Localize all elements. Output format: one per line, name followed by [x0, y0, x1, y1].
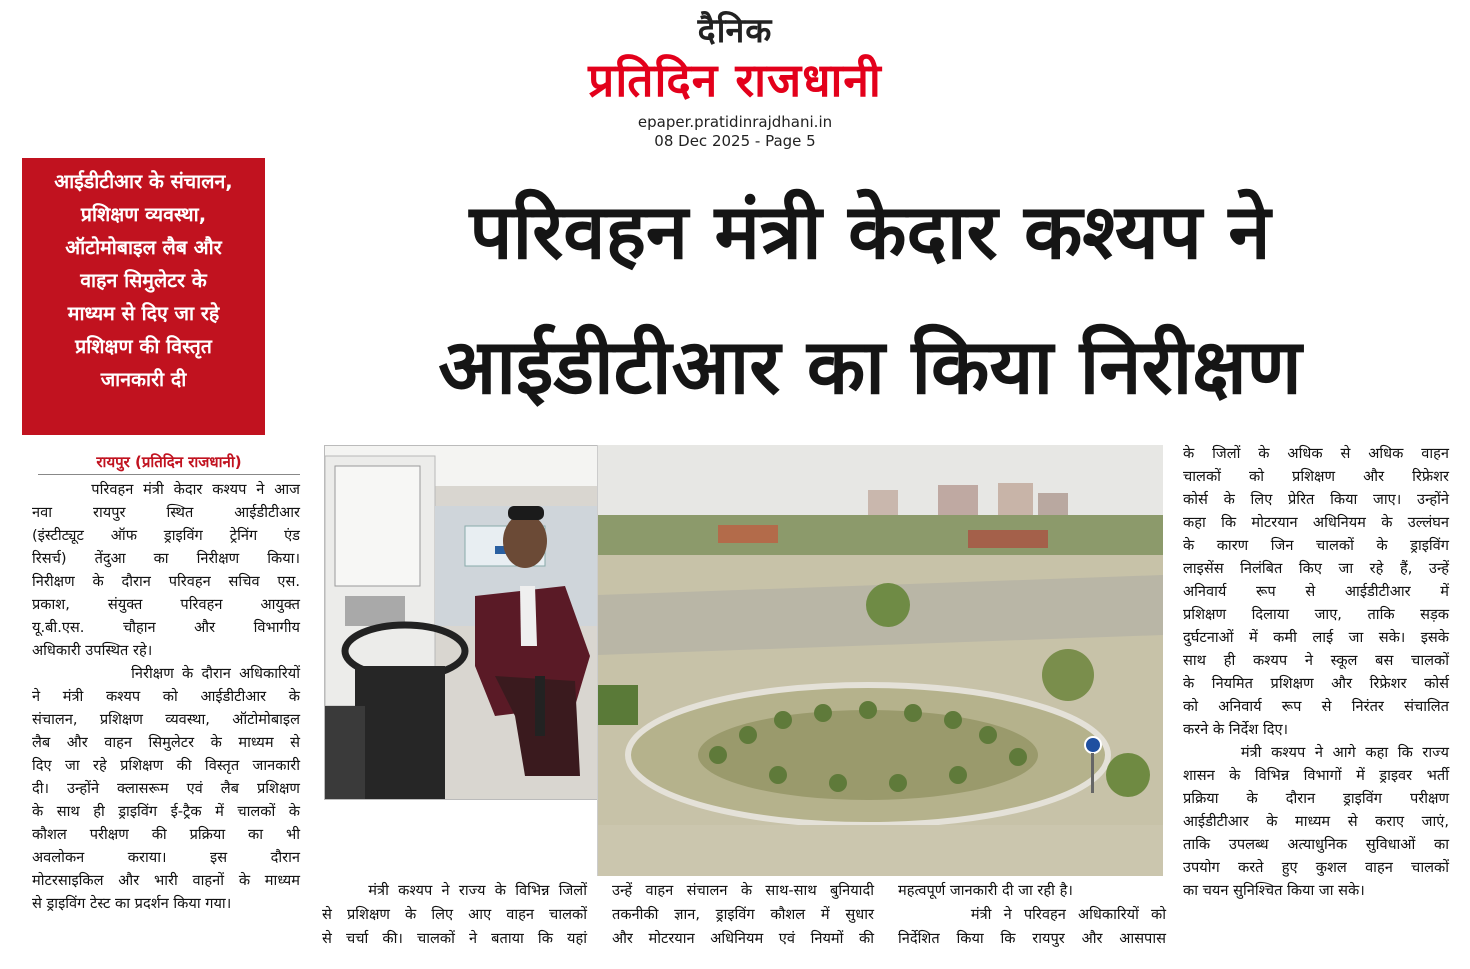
- caption-column-2: [612, 879, 874, 951]
- text-line: कोर्स के लिए प्रेरित किया जाए। उन्होंने: [1183, 491, 1449, 508]
- text-line: के जिलों के अधिक से अधिक वाहन: [1183, 445, 1449, 462]
- text-line: ने मंत्री कश्यप को आईडीटीआर के: [32, 688, 300, 705]
- text-line: (इंस्टीट्यूट ऑफ ड्राइविंग ट्रेनिंग एंड: [32, 527, 300, 544]
- text-line: प्रशिक्षण दिलाया जाए, ताकि सड़क: [1183, 606, 1449, 623]
- highlight-line: आईडीटीआर के संचालन,: [54, 170, 233, 193]
- article-column-4: [1183, 442, 1449, 902]
- text-line: उन्हें वाहन संचालन के साथ-साथ बुनियादी: [612, 882, 874, 899]
- text-line: अधिकारी उपस्थित रहे।: [32, 642, 153, 659]
- text-line: निर्देशित किया कि रायपुर और आसपास: [898, 930, 1166, 947]
- text-line: अनिवार्य रूप से आईडीटीआर में: [1183, 583, 1449, 600]
- headline-line-1: परिवहन मंत्री केदार कश्यप ने: [469, 187, 1271, 276]
- text-line: यू.बी.एस. चौहान और विभागीय: [32, 619, 300, 636]
- text-line: का चयन सुनिश्चित किया जा सके।: [1183, 882, 1365, 899]
- text-line: ताकि उपलब्ध अत्याधुनिक सुविधाओं का: [1183, 836, 1449, 853]
- highlight-line: जानकारी दी: [100, 368, 187, 391]
- masthead-title: प्रतिदिन राजधानी: [588, 53, 882, 107]
- text-line: के नियमित प्रशिक्षण और रिफ्रेशर कोर्स: [1183, 675, 1449, 692]
- highlight-line: वाहन सिमुलेटर के: [80, 269, 207, 292]
- text-line: शासन के विभिन्न विभागों में ड्राइवर भर्ती: [1183, 767, 1449, 784]
- text-line: से चर्चा की। चालकों ने बताया कि यहां: [322, 930, 587, 947]
- article-column-1: [32, 478, 300, 915]
- text-line: दिए जा रहे प्रशिक्षण की विस्तृत जानकारी: [32, 757, 300, 774]
- highlight-line: माध्यम से दिए जा रहे: [67, 302, 220, 325]
- caption-column-1: [322, 879, 587, 951]
- text-line: प्रकाश, संयुक्त परिवहन आयुक्त: [32, 596, 300, 613]
- text-line: संचालन, प्रशिक्षण व्यवस्था, ऑटोमोबाइल: [32, 711, 300, 728]
- text-line: नवा रायपुर स्थित आईडीटीआर: [32, 504, 300, 521]
- text-line: दी। उन्होंने क्लासरूम एवं लैब प्रशिक्षण: [32, 780, 300, 797]
- highlight-line: ऑटोमोबाइल लैब और: [65, 236, 222, 259]
- text-line: महत्वपूर्ण जानकारी दी जा रही है।: [898, 882, 1073, 899]
- text-line: लाइसेंस निलंबित किए जा रहे हैं, उन्हें: [1183, 560, 1449, 577]
- edition-date-page: 08 Dec 2025 - Page 5: [654, 132, 816, 150]
- epaper-url[interactable]: epaper.pratidinrajdhani.in: [637, 113, 833, 131]
- text-line: साथ ही कश्यप ने स्कूल बस चालकों: [1183, 652, 1449, 669]
- byline-divider: [38, 474, 300, 475]
- text-line: प्रक्रिया के दौरान ड्राइविंग परीक्षण: [1183, 790, 1449, 807]
- highlight-line: प्रशिक्षण व्यवस्था,: [80, 203, 207, 226]
- highlight-line: प्रशिक्षण की विस्तृत: [75, 335, 212, 358]
- text-line: तकनीकी ज्ञान, ड्राइविंग कौशल में सुधार: [612, 906, 874, 923]
- text-line: कौशल परीक्षण की प्रक्रिया का भी: [32, 826, 300, 843]
- text-line: निरीक्षण के दौरान अधिकारियों: [32, 665, 300, 682]
- highlight-box: [22, 158, 265, 435]
- caption-column-3: [898, 879, 1166, 951]
- text-line: मंत्री ने परिवहन अधिकारियों को: [898, 906, 1166, 923]
- text-line: मंत्री कश्यप ने आगे कहा कि राज्य: [1183, 744, 1449, 761]
- text-line: से ड्राइविंग टेस्ट का प्रदर्शन किया गया।: [32, 895, 232, 912]
- text-line: कहा कि मोटरयान अधिनियम के उल्लंघन: [1183, 514, 1449, 531]
- minister-in-vehicle-simulator-photo: [324, 445, 600, 800]
- text-line: दुर्घटनाओं में कमी लाई जा सके। इसके: [1183, 629, 1449, 646]
- text-line: चालकों को प्रशिक्षण और रिफ्रेशर: [1183, 468, 1449, 485]
- text-line: उपयोग करते हुए कुशल वाहन चालकों: [1183, 859, 1449, 876]
- driving-track-aerial-photo: [597, 445, 1163, 876]
- text-line: के कारण जिन चालकों के ड्राइविंग: [1183, 537, 1449, 554]
- masthead-top: दैनिक: [697, 11, 773, 51]
- text-line: और मोटरयान अधिनियम एवं नियमों की: [612, 930, 874, 947]
- text-line: करने के निर्देश दिए।: [1183, 721, 1289, 738]
- text-line: को अनिवार्य रूप से निरंतर संचालित: [1183, 698, 1449, 715]
- text-line: आईडीटीआर के माध्यम से कराए जाएं,: [1183, 813, 1449, 830]
- text-line: अवलोकन कराया। इस दौरान: [32, 849, 300, 866]
- text-line: परिवहन मंत्री केदार कश्यप ने आज: [32, 481, 300, 498]
- text-line: रिसर्च) तेंदुआ का निरीक्षण किया।: [32, 550, 300, 567]
- text-line: निरीक्षण के दौरान परिवहन सचिव एस.: [32, 573, 300, 590]
- text-line: लैब और वाहन सिमुलेटर के माध्यम से: [32, 734, 300, 751]
- text-line: के साथ ही ड्राइविंग ई-ट्रैक में चालकों के: [32, 803, 300, 820]
- text-line: से प्रशिक्षण के लिए आए वाहन चालकों: [322, 906, 587, 923]
- headline-line-2: आईडीटीआर का किया निरीक्षण: [438, 322, 1302, 411]
- text-line: मंत्री कश्यप ने राज्य के विभिन्न जिलों: [322, 882, 587, 899]
- byline: रायपुर (प्रतिदिन राजधानी): [96, 453, 242, 471]
- text-line: मोटरसाइकिल और भारी वाहनों के माध्यम: [32, 872, 300, 889]
